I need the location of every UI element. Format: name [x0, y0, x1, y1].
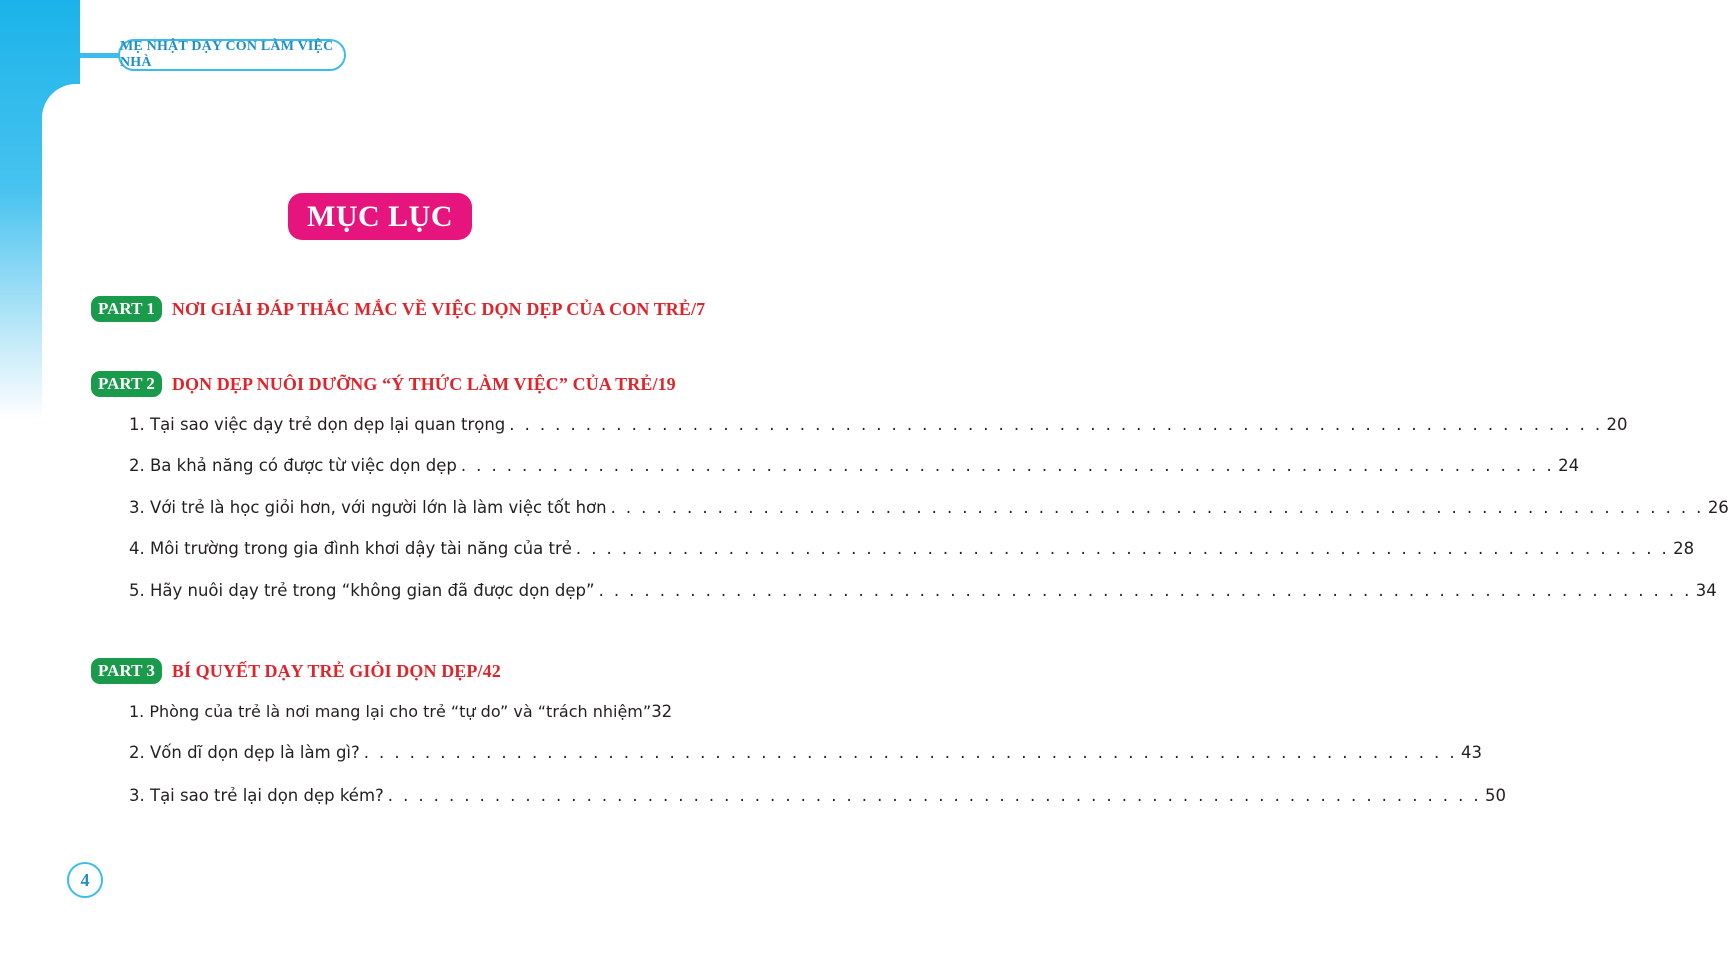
- toc-entry-title: 1. Tại sao việc dạy trẻ dọn dẹp lại quan trọng: [129, 415, 506, 434]
- dot-leader: . . . . . . . . . . . . . . . . . . . . . . . . . . . . . . . . . . . . . . . . . . . . . . . . . . . . . . . . . . . . . . . . . . . . . . . .: [387, 786, 1482, 805]
- part-3-heading[interactable]: [91, 658, 501, 684]
- part-3-badge: PART 3: [91, 658, 162, 684]
- part-1-title: NƠI GIẢI ĐÁP THẮC MẮC VỀ VIỆC DỌN DẸP CỦA CON TRẺ/7: [171, 298, 706, 319]
- toc-entry-page: 32: [651, 702, 673, 721]
- toc-entry-page: 24: [1558, 456, 1580, 475]
- toc-entry-title: 2. Vốn dĩ dọn dẹp là làm gì?: [129, 743, 360, 762]
- toc-entry-page: 20: [1606, 415, 1628, 434]
- part-2-heading[interactable]: [91, 371, 676, 397]
- toc-entry[interactable]: [129, 702, 686, 728]
- toc-entry-title: 1. Phòng của trẻ là nơi mang lại cho trẻ “tự do” và “trách nhiệm”: [129, 702, 652, 721]
- toc-entry-title: 3. Tại sao trẻ lại dọn dẹp kém?: [129, 786, 384, 805]
- page-number-badge: [67, 862, 103, 898]
- toc-entry[interactable]: [129, 581, 1717, 607]
- toc-title-box: [288, 193, 472, 240]
- part-3-title: BÍ QUYẾT DẠY TRẺ GIỎI DỌN DẸP/42: [171, 660, 501, 681]
- toc-entry[interactable]: [129, 786, 1507, 812]
- toc-entry-title: 2. Ba khả năng có được từ việc dọn dẹp: [129, 456, 457, 475]
- running-header: [118, 39, 346, 71]
- toc-entry-page: 26: [1707, 498, 1729, 517]
- toc-entry-page: 43: [1460, 743, 1482, 762]
- toc-entry[interactable]: [129, 539, 1695, 565]
- toc-entry-title: 4. Môi trường trong gia đình khơi dậy tài năng của trẻ: [129, 539, 572, 558]
- toc-entry[interactable]: [129, 498, 1729, 524]
- toc-title: MỤC LỤC: [307, 199, 453, 233]
- part-2-badge: PART 2: [91, 371, 162, 397]
- part-2-title: DỌN DẸP NUÔI DƯỠNG “Ý THỨC LÀM VIỆC” CỦA TRẺ/19: [171, 373, 676, 394]
- toc-entry[interactable]: [129, 415, 1628, 441]
- dot-leader: . . . . . . . . . . . . . . . . . . . . . . . . . . . . . . . . . . . . . . . . . . . . . . . . . . . . . . . . . . . . . . . . . . . . . . . .: [509, 415, 1603, 434]
- dot-leader: . . . . . . . . . . . . . . . . . . . . . . . . . . . . . . . . . . . . . . . . . . . . . . . . . . . . . . . . . . . . . . . . . . . . . . . .: [460, 456, 1555, 475]
- toc-entry-page: 34: [1695, 581, 1717, 600]
- part-1-badge: PART 1: [91, 296, 162, 322]
- part-1-heading[interactable]: [91, 296, 705, 322]
- dot-leader: . . . . . . . . . . . . . . . . . . . . . . . . . . . . . . . . . . . . . . . . . . . . . . . . . . . . . . . . . . . . . . . . . . . . . . . .: [575, 539, 1670, 558]
- toc-entry[interactable]: [129, 456, 1580, 482]
- toc-entry-title: 3. Với trẻ là học giỏi hơn, với người lớn là làm việc tốt hơn: [129, 498, 607, 517]
- dot-leader: . . . . . . . . . . . . . . . . . . . . . . . . . . . . . . . . . . . . . . . . . . . . . . . . . . . . . . . . . . . . . . . . . . . . . . . .: [363, 743, 1457, 762]
- toc-entry-page: 50: [1485, 786, 1507, 805]
- dot-leader: . . . . . . . . . . . . . . . . . . . . . . . . . . . . . . . . . . . . . . . . . . . . . . . . . . . . . . . . . . . . . . . . . . . . . . . .: [610, 498, 1704, 517]
- page-number: 4: [80, 869, 90, 890]
- toc-entry-title: 5. Hãy nuôi dạy trẻ trong “không gian đã được dọn dẹp”: [129, 581, 595, 600]
- toc-entry[interactable]: [129, 743, 1482, 769]
- dot-leader: . . . . . . . . . . . . . . . . . . . . . . . . . . . . . . . . . . . . . . . . . . . . . . . . . . . . . . . . . . . . . . . . . . . . . . . .: [598, 581, 1692, 600]
- book-title: MẸ NHẬT DẠY CON LÀM VIỆC NHÀ: [120, 39, 334, 70]
- toc-entry-page: 28: [1673, 539, 1695, 558]
